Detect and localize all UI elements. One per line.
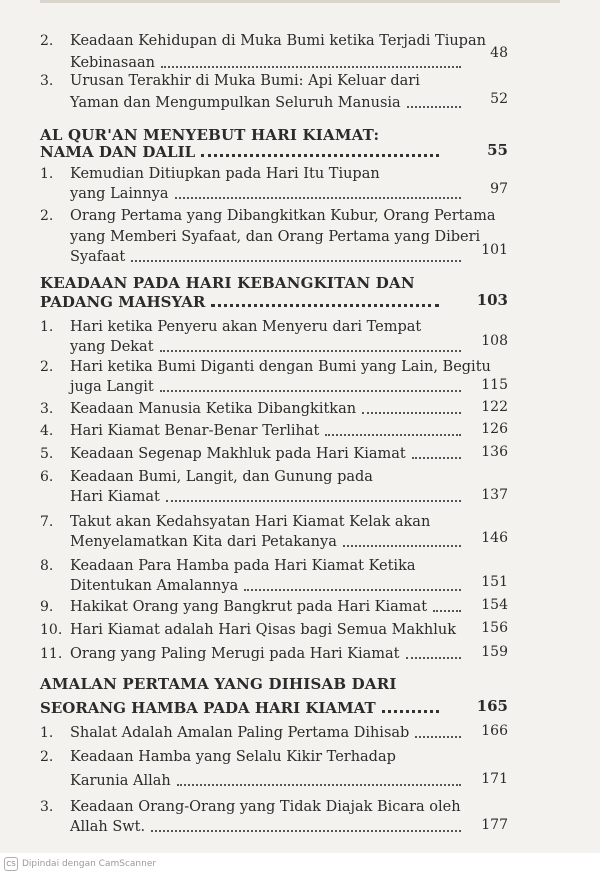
section-page-number: 165	[476, 697, 508, 715]
entry-number: 3.	[40, 401, 54, 417]
entry-title-lastline: Syafaat	[70, 244, 465, 268]
entry-number: 10.	[40, 622, 63, 638]
scanner-watermark-text: Dipindai dengan CamScanner	[22, 859, 157, 869]
section-heading-line: KEADAAN PADA HARI KEBANGKITAN DAN	[40, 274, 415, 292]
entry-number: 8.	[40, 558, 54, 574]
leader-dots	[211, 303, 439, 307]
leader-dots	[160, 389, 461, 392]
entry-title-line: Takut akan Kedahsyatan Hari Kiamat Kelak akan	[70, 514, 431, 530]
entry-title-lastline: yang Dekat	[70, 334, 465, 358]
entry-number: 3.	[40, 799, 54, 815]
entry-number: 5.	[40, 446, 54, 462]
entry-number: 1.	[40, 725, 54, 741]
leader-dots	[160, 349, 461, 352]
top-edge	[40, 0, 560, 3]
entry-title-lastline: Yaman dan Mengumpulkan Seluruh Manusia	[70, 90, 465, 114]
entry-title-lastline: Hari Kiamat Benar-Benar Terlihat	[70, 418, 465, 442]
section-heading-lastline: SEORANG HAMBA PADA HARI KIAMAT	[40, 695, 443, 719]
entry-page-number: 126	[481, 421, 508, 437]
entry-title-line: Keadaan Hamba yang Selalu Kikir Terhadap	[70, 749, 396, 765]
entry-number: 1.	[40, 319, 54, 335]
entry-page-number: 151	[481, 574, 508, 590]
entry-title-lastline: juga Langit	[70, 374, 465, 398]
entry-title-lastline: yang Lainnya	[70, 181, 465, 205]
entry-page-number: 171	[481, 771, 508, 787]
entry-number: 4.	[40, 423, 54, 439]
entry-number: 7.	[40, 514, 54, 530]
entry-page-number: 48	[490, 45, 508, 61]
entry-number: 9.	[40, 599, 54, 615]
scanner-footer	[0, 853, 600, 875]
entry-page-number: 101	[481, 242, 508, 258]
entry-title-lastline: Kebinasaan	[70, 50, 465, 74]
entry-title-line: Orang Pertama yang Dibangkitkan Kubur, Orang Pertama	[70, 208, 496, 224]
entry-title-lastline: Hakikat Orang yang Bangkrut pada Hari Kiamat	[70, 594, 465, 618]
entry-page-number: 177	[481, 817, 508, 833]
entry-page-number: 159	[481, 644, 508, 660]
leader-dots	[244, 588, 461, 591]
entry-number: 2.	[40, 359, 54, 375]
leader-dots	[362, 411, 461, 414]
section-heading-line: AL QUR'AN MENYEBUT HARI KIAMAT:	[40, 126, 380, 144]
entry-title-line: Keadaan Kehidupan di Muka Bumi ketika Terjadi Tiupan	[70, 33, 486, 49]
entry-title-lastline: Allah Swt.	[70, 814, 465, 838]
leader-dots	[175, 196, 462, 199]
entry-page-number: 137	[481, 487, 508, 503]
entry-title-line: yang Memberi Syafaat, dan Orang Pertama yang Diberi	[70, 229, 481, 245]
section-heading-line: AMALAN PERTAMA YANG DIHISAB DARI	[40, 675, 397, 693]
section-heading-lastline: PADANG MAHSYAR	[40, 289, 443, 313]
entry-title-line: Urusan Terakhir di Muka Bumi: Api Keluar dari	[70, 73, 420, 89]
leader-dots	[161, 65, 461, 68]
entry-title-line: Keadaan Bumi, Langit, dan Gunung pada	[70, 469, 373, 485]
entry-number: 1.	[40, 166, 54, 182]
entry-page-number: 122	[481, 399, 508, 415]
entry-title-lastline: Hari Kiamat	[70, 484, 465, 508]
entry-title-line: Hari ketika Bumi Diganti dengan Bumi yang Lain, Begitu	[70, 359, 491, 375]
leader-dots	[412, 456, 461, 459]
entry-page-number: 108	[481, 333, 508, 349]
entry-page-number: 156	[481, 620, 508, 636]
entry-page-number: 115	[481, 377, 508, 393]
leader-dots	[415, 735, 461, 738]
leader-dots	[201, 153, 439, 157]
entry-title-lastline: Shalat Adalah Amalan Paling Pertama Dihisab	[70, 720, 465, 744]
leader-dots	[151, 829, 461, 832]
leader-dots	[382, 709, 439, 713]
entry-page-number: 154	[481, 597, 508, 613]
entry-title-line: Keadaan Para Hamba pada Hari Kiamat Ketika	[70, 558, 416, 574]
leader-dots	[433, 609, 461, 612]
entry-number: 2.	[40, 33, 54, 49]
entry-title-line: Hari ketika Penyeru akan Menyeru dari Tempat	[70, 319, 422, 335]
entry-title-lastline: Hari Kiamat adalah Hari Qisas bagi Semua Makhluk	[70, 622, 457, 638]
section-page-number: 55	[487, 141, 508, 159]
section-page-number: 103	[476, 291, 508, 309]
leader-dots	[406, 656, 461, 659]
entry-title-lastline: Orang yang Paling Merugi pada Hari Kiamat	[70, 641, 465, 665]
leader-dots	[343, 544, 461, 547]
entry-page-number: 52	[490, 91, 508, 107]
leader-dots	[166, 499, 461, 502]
leader-dots	[407, 105, 461, 108]
entry-title-lastline: Keadaan Manusia Ketika Dibangkitkan	[70, 396, 465, 420]
entry-title-lastline: Karunia Allah	[70, 768, 465, 792]
camscanner-logo-icon: CS	[4, 857, 18, 871]
entry-number: 11.	[40, 646, 63, 662]
entry-number: 6.	[40, 469, 54, 485]
entry-title-line: Keadaan Orang-Orang yang Tidak Diajak Bicara oleh	[70, 799, 461, 815]
entry-number: 2.	[40, 208, 54, 224]
entry-title-lastline: Menyelamatkan Kita dari Petakanya	[70, 529, 465, 553]
leader-dots	[177, 783, 461, 786]
entry-number: 3.	[40, 73, 54, 89]
entry-title-lastline: Keadaan Segenap Makhluk pada Hari Kiamat	[70, 441, 465, 465]
entry-page-number: 166	[481, 723, 508, 739]
entry-page-number: 146	[481, 530, 508, 546]
entry-number: 2.	[40, 749, 54, 765]
entry-page-number: 136	[481, 444, 508, 460]
section-heading-lastline: NAMA DAN DALIL	[40, 139, 443, 163]
leader-dots	[131, 259, 461, 262]
entry-page-number: 97	[490, 181, 508, 197]
entry-title-lastline: Ditentukan Amalannya	[70, 573, 465, 597]
entry-title-line: Kemudian Ditiupkan pada Hari Itu Tiupan	[70, 166, 380, 182]
leader-dots	[325, 433, 461, 436]
